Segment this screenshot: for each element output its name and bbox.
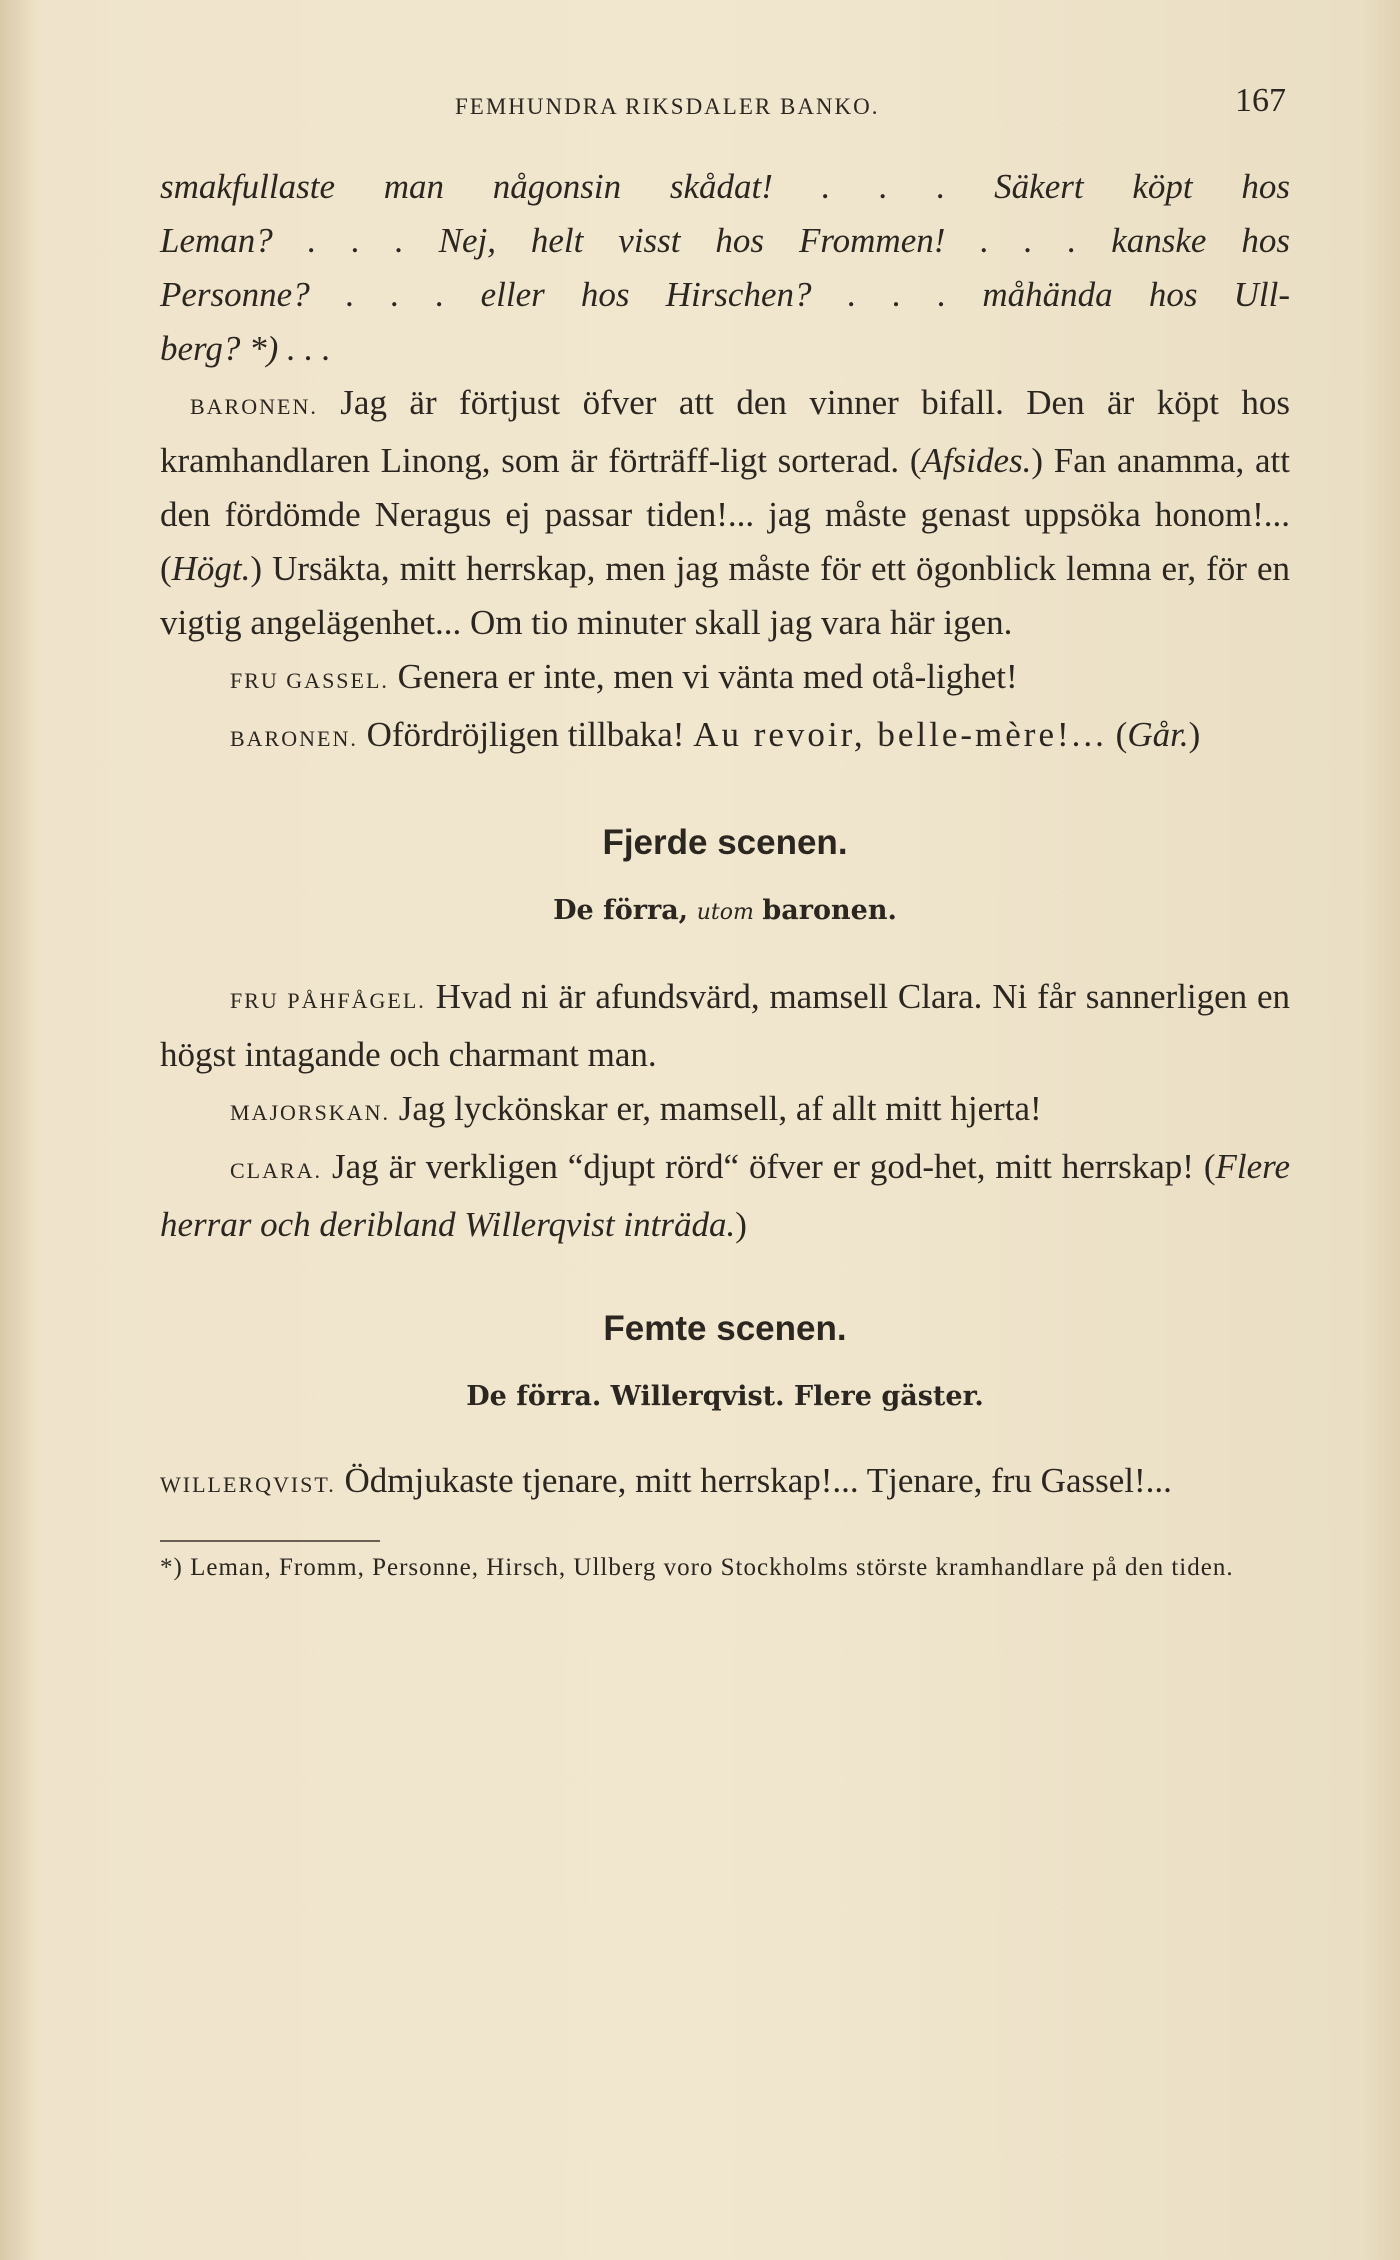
stage-direction: Afsides. bbox=[921, 441, 1032, 480]
speech-text: Ofördröjligen tillbaka! bbox=[357, 715, 694, 754]
speaker-name: BARONEN. bbox=[190, 394, 318, 419]
body-text bbox=[160, 160, 1290, 1588]
footnote-rule bbox=[160, 1540, 380, 1542]
speaker-name: FRU GASSEL. bbox=[230, 668, 389, 693]
line: Leman? . . . Nej, helt visst hos Frommen! . . . kanske hos bbox=[160, 221, 1290, 260]
paragraph-continued bbox=[160, 160, 1290, 376]
speech-text: Ödmjukaste tjenare, mitt herrskap!... Tjenare, fru Gassel!... bbox=[335, 1461, 1172, 1500]
scene-title: Femte scenen. bbox=[603, 1309, 847, 1348]
stage-direction: Högt. bbox=[171, 549, 251, 588]
cast-text: De förra, bbox=[553, 895, 689, 926]
cast-text: utom bbox=[696, 900, 754, 925]
line: Personne? . . . eller hos Hirschen? . . . måhända hos Ull- bbox=[160, 275, 1290, 314]
speech-baronen-1 bbox=[160, 376, 1290, 650]
speech-text: Jag lyckönskar er, mamsell, af allt mitt hjerta! bbox=[389, 1089, 1042, 1128]
speech-text: Genera er inte, men vi vänta med otå-lighet! bbox=[388, 657, 1018, 696]
running-head: FEMHUNDRA RIKSDALER BANKO. bbox=[455, 94, 880, 119]
footnote: *) Leman, Fromm, Personne, Hirsch, Ullberg voro Stockholms störste kramhandlare på den tiden. bbox=[160, 1554, 1234, 1581]
speaker-name: WILLERQVIST. bbox=[160, 1472, 336, 1497]
speech-majorskan bbox=[160, 1082, 1290, 1140]
speech-text: ) Ursäkta, mitt herrskap, men jag måste för ett ögonblick lemna er, för en vigtig angelägenhet... Om tio minuter skall jag vara här igen. bbox=[160, 549, 1290, 642]
speech-clara bbox=[160, 1140, 1290, 1252]
speech-willerqvist bbox=[160, 1454, 1290, 1512]
speech-text: ( bbox=[1106, 715, 1128, 754]
speech-text: ) Fan anamma, att den fördömde Neragus ej passar tiden!... jag måste genast uppsöka honom!... ( bbox=[160, 441, 1290, 588]
line: smakfullaste man någonsin skådat! . . . Säkert köpt hos bbox=[160, 167, 1290, 206]
page-header bbox=[160, 82, 1290, 132]
speaker-name: FRU PÅHFÅGEL. bbox=[230, 988, 426, 1013]
speech-text: Jag är verkligen “djupt rörd“ öfver er god-het, mitt herrskap! ( bbox=[322, 1147, 1216, 1186]
speech-text: Hvad ni är afundsvärd, mamsell Clara. Ni får sannerligen en högst intagande och charmant man. bbox=[160, 977, 1290, 1074]
line: berg? *) . . . bbox=[160, 329, 331, 368]
stage-direction: Flere herrar och deribland Willerqvist inträda. bbox=[160, 1147, 1290, 1244]
speech-baronen-2 bbox=[160, 708, 1290, 766]
stage-direction: Går. bbox=[1127, 715, 1189, 754]
speech-text: Jag är förtjust öfver att den vinner bifall. Den är köpt hos kramhandlaren Linong, som är förträff-ligt sorterad. ( bbox=[160, 383, 1290, 480]
french-phrase: Au revoir, belle-mère!... bbox=[693, 715, 1107, 754]
scene-title: Fjerde scenen. bbox=[602, 823, 848, 862]
speech-fru-gassel bbox=[160, 650, 1290, 708]
speaker-name: CLARA. bbox=[230, 1158, 323, 1183]
page-number: 167 bbox=[1235, 82, 1286, 119]
speaker-name: BARONEN. bbox=[230, 726, 358, 751]
scene-cast: De förra. Willerqvist. Flere gäster. bbox=[466, 1381, 984, 1412]
speech-text: ) bbox=[1188, 715, 1201, 754]
speech-text: ) bbox=[735, 1205, 747, 1244]
speech-fru-pahfagel bbox=[160, 970, 1290, 1082]
scene-cast bbox=[160, 884, 1290, 940]
speaker-name: MAJORSKAN. bbox=[230, 1100, 390, 1125]
cast-text: baronen. bbox=[762, 895, 897, 926]
